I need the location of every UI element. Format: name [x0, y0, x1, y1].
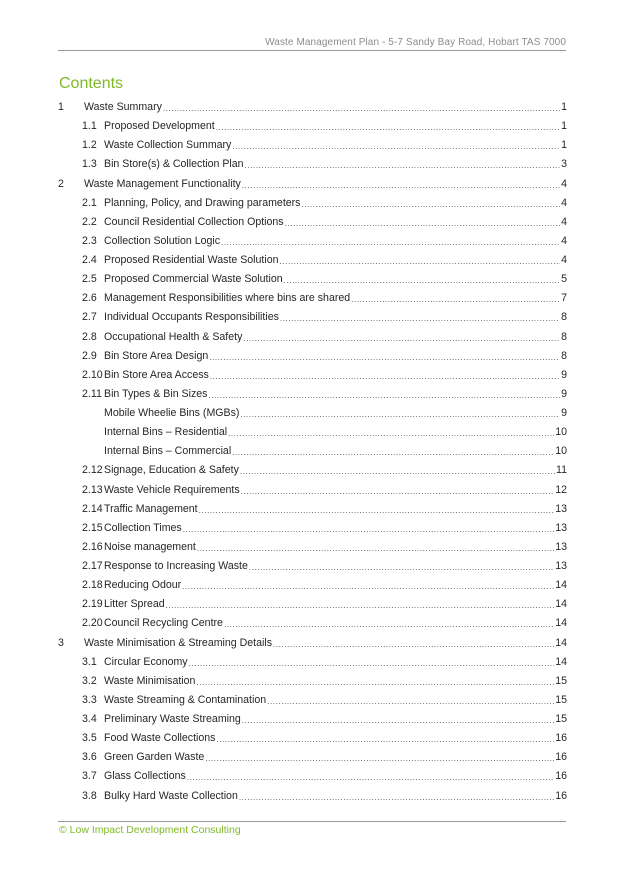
toc-entry-page: 7	[561, 292, 567, 305]
toc-entry[interactable]	[58, 404, 567, 423]
toc-entry-number: 1.3	[82, 158, 97, 171]
toc-entry-number: 2.16	[82, 540, 103, 553]
toc-entry-number: 2.15	[82, 521, 103, 534]
toc-entry-page: 1	[561, 139, 567, 152]
toc-dot-leader	[273, 634, 554, 653]
toc-entry-page: 10	[555, 445, 567, 458]
toc-entry[interactable]	[58, 213, 567, 232]
toc-dot-leader	[209, 347, 560, 366]
toc-entry-page: 4	[561, 234, 567, 247]
toc-entry[interactable]	[58, 442, 567, 461]
toc-entry[interactable]	[58, 500, 567, 519]
toc-entry-page: 16	[555, 789, 567, 802]
toc-entry-label: Waste Streaming & Contamination	[104, 693, 267, 706]
toc-entry-page: 8	[561, 349, 567, 362]
toc-entry-page: 4	[561, 215, 567, 228]
toc-entry-label: Preliminary Waste Streaming	[104, 713, 241, 726]
toc-dot-leader	[166, 595, 555, 614]
footer-divider	[58, 821, 566, 822]
toc-entry-number: 2.1	[82, 196, 97, 209]
toc-entry-label: Collection Solution Logic	[104, 234, 221, 247]
toc-dot-leader	[239, 787, 554, 806]
toc-entry-number: 3.8	[82, 789, 97, 802]
toc-dot-leader	[280, 251, 561, 270]
toc-entry-number: 2.8	[82, 330, 97, 343]
toc-entry-label: Waste Collection Summary	[104, 139, 232, 152]
toc-entry-page: 3	[561, 158, 567, 171]
toc-dot-leader	[242, 175, 560, 194]
toc-dot-leader	[351, 289, 560, 308]
toc-entry-label: Bin Store(s) & Collection Plan	[104, 158, 244, 171]
toc-entry[interactable]	[58, 729, 567, 748]
toc-entry-page: 11	[556, 464, 567, 477]
footer-copyright: © Low Impact Development Consulting	[59, 824, 241, 836]
toc-entry-label: Collection Times	[104, 521, 182, 534]
toc-entry-number: 3.2	[82, 674, 97, 687]
toc-dot-leader	[284, 270, 560, 289]
toc-entry-number: 2.13	[82, 483, 103, 496]
toc-entry-page: 15	[555, 713, 567, 726]
toc-entry[interactable]	[58, 366, 567, 385]
toc-entry-number: 3.4	[82, 713, 97, 726]
toc-entry-label: Bin Store Area Design	[104, 349, 209, 362]
toc-entry-page: 4	[561, 254, 567, 267]
contents-title: Contents	[59, 75, 124, 92]
toc-entry[interactable]	[58, 614, 567, 633]
toc-entry-page: 13	[555, 521, 567, 534]
toc-entry[interactable]	[58, 423, 567, 442]
toc-dot-leader	[182, 576, 554, 595]
toc-dot-leader	[187, 767, 554, 786]
toc-entry[interactable]	[58, 347, 567, 366]
toc-entry-page: 16	[555, 770, 567, 783]
toc-entry[interactable]	[58, 634, 567, 653]
toc-entry-page: 9	[561, 387, 567, 400]
toc-entry[interactable]	[58, 691, 567, 710]
toc-entry-label: Individual Occupants Responsibilities	[104, 311, 279, 324]
toc-entry-label: Bulky Hard Waste Collection	[104, 789, 238, 802]
toc-entry-page: 10	[555, 426, 567, 439]
toc-entry[interactable]	[58, 538, 567, 557]
toc-dot-leader	[285, 213, 560, 232]
toc-entry-page: 14	[555, 655, 567, 668]
toc-entry-label: Council Residential Collection Options	[104, 215, 284, 228]
toc-entry-number: 2.7	[82, 311, 97, 324]
toc-dot-leader	[232, 442, 554, 461]
toc-entry-number: 2.11	[82, 387, 102, 400]
toc-entry[interactable]	[58, 385, 567, 404]
toc-entry-page: 9	[561, 407, 567, 420]
toc-dot-leader	[205, 748, 554, 767]
toc-entry-label: Circular Economy	[104, 655, 188, 668]
toc-dot-leader	[240, 461, 555, 480]
toc-entry-page: 15	[555, 674, 567, 687]
toc-entry-page: 4	[561, 177, 567, 190]
toc-dot-leader	[245, 155, 561, 174]
toc-entry-label: Management Responsibilities where bins are shared	[104, 292, 351, 305]
toc-entry-label: Proposed Development	[104, 120, 215, 133]
toc-dot-leader	[232, 136, 560, 155]
toc-entry-label: Reducing Odour	[104, 579, 182, 592]
toc-entry-label: Planning, Policy, and Drawing parameters	[104, 196, 301, 209]
toc-entry-label: Food Waste Collections	[104, 732, 216, 745]
toc-entry-number: 3.5	[82, 732, 97, 745]
toc-entry[interactable]	[58, 595, 567, 614]
toc-entry-page: 8	[561, 311, 567, 324]
toc-entry-label: Proposed Commercial Waste Solution	[104, 273, 283, 286]
toc-entry-label: Bin Types & Bin Sizes	[104, 387, 208, 400]
toc-entry[interactable]	[58, 557, 567, 576]
toc-dot-leader	[189, 653, 555, 672]
toc-entry-number: 2.3	[82, 234, 97, 247]
toc-entry-number: 2.20	[82, 617, 103, 630]
toc-entry[interactable]	[58, 672, 567, 691]
toc-entry-page: 13	[555, 560, 567, 573]
toc-entry[interactable]	[58, 748, 567, 767]
toc-dot-leader	[197, 538, 554, 557]
toc-entry-label: Council Recycling Centre	[104, 617, 223, 630]
toc-entry-number: 2.6	[82, 292, 97, 305]
toc-entry-page: 9	[561, 368, 567, 381]
toc-entry[interactable]	[58, 767, 567, 786]
toc-entry-page: 14	[555, 617, 567, 630]
toc-entry[interactable]	[58, 289, 567, 308]
toc-dot-leader	[208, 385, 560, 404]
toc-entry-page: 5	[561, 273, 567, 286]
toc-entry-label: Mobile Wheelie Bins (MGBs)	[104, 407, 240, 420]
toc-entry-page: 1	[561, 101, 567, 114]
toc-entry-page: 14	[555, 579, 567, 592]
toc-dot-leader	[210, 366, 560, 385]
toc-dot-leader	[267, 691, 554, 710]
toc-entry-page: 15	[555, 693, 567, 706]
toc-entry-number: 2.10	[82, 368, 103, 381]
toc-entry[interactable]	[58, 136, 567, 155]
toc-entry[interactable]	[58, 481, 567, 500]
toc-entry-label: Glass Collections	[104, 770, 186, 783]
toc-entry-label: Internal Bins – Commercial	[104, 445, 232, 458]
toc-entry[interactable]	[58, 710, 567, 729]
toc-entry-number: 3.6	[82, 751, 97, 764]
toc-entry-label: Green Garden Waste	[104, 751, 205, 764]
table-of-contents	[58, 98, 567, 806]
toc-entry-number: 2.18	[82, 579, 103, 592]
toc-dot-leader	[221, 232, 560, 251]
toc-dot-leader	[249, 557, 554, 576]
toc-dot-leader	[216, 729, 554, 748]
toc-entry-number: 3.7	[82, 770, 97, 783]
toc-entry[interactable]	[58, 328, 567, 347]
toc-entry-number: 2.9	[82, 349, 97, 362]
toc-entry-label: Internal Bins – Residential	[104, 426, 228, 439]
toc-entry-label: Waste Minimisation	[104, 674, 196, 687]
toc-dot-leader	[196, 672, 554, 691]
toc-entry-page: 14	[555, 636, 567, 649]
toc-entry[interactable]	[58, 175, 567, 194]
toc-entry-number: 2.4	[82, 254, 97, 267]
toc-entry[interactable]	[58, 232, 567, 251]
toc-dot-leader	[224, 614, 554, 633]
toc-entry[interactable]	[58, 519, 567, 538]
toc-entry-number: 2.12	[82, 464, 103, 477]
toc-entry-page: 1	[561, 120, 567, 133]
toc-dot-leader	[216, 117, 560, 136]
toc-dot-leader	[163, 98, 560, 117]
toc-dot-leader	[280, 308, 560, 327]
toc-entry-number: 2.17	[82, 560, 103, 573]
toc-entry-number: 2	[58, 177, 64, 190]
toc-entry-number: 3	[58, 636, 64, 649]
toc-entry-label: Occupational Health & Safety	[104, 330, 243, 343]
toc-entry-number: 1.2	[82, 139, 97, 152]
toc-dot-leader	[301, 194, 560, 213]
toc-entry[interactable]	[58, 461, 567, 480]
toc-entry-label: Traffic Management	[104, 502, 198, 515]
toc-entry-page: 13	[555, 540, 567, 553]
toc-entry-label: Waste Summary	[84, 101, 162, 114]
toc-entry[interactable]	[58, 576, 567, 595]
toc-entry-label: Litter Spread	[104, 598, 165, 611]
toc-entry-label: Waste Vehicle Requirements	[104, 483, 240, 496]
toc-entry[interactable]	[58, 194, 567, 213]
toc-entry-page: 8	[561, 330, 567, 343]
toc-entry[interactable]	[58, 270, 567, 289]
toc-entry-number: 2.5	[82, 273, 97, 286]
toc-dot-leader	[242, 710, 554, 729]
toc-entry[interactable]	[58, 653, 567, 672]
toc-dot-leader	[241, 481, 555, 500]
toc-dot-leader	[228, 423, 554, 442]
toc-entry-number: 3.1	[82, 655, 97, 668]
toc-entry-number: 3.3	[82, 693, 97, 706]
toc-entry-page: 16	[555, 732, 567, 745]
toc-entry-label: Bin Store Area Access	[104, 368, 209, 381]
toc-entry-label: Proposed Residential Waste Solution	[104, 254, 279, 267]
toc-entry-label: Noise management	[104, 540, 196, 553]
toc-entry-page: 12	[555, 483, 567, 496]
toc-dot-leader	[240, 404, 560, 423]
toc-dot-leader	[199, 500, 555, 519]
toc-entry-number: 2.2	[82, 215, 97, 228]
toc-entry[interactable]	[58, 787, 567, 806]
toc-entry-number: 2.19	[82, 598, 103, 611]
toc-entry[interactable]	[58, 98, 567, 117]
running-header: Waste Management Plan - 5-7 Sandy Bay Road, Hobart TAS 7000	[265, 37, 566, 48]
toc-entry[interactable]	[58, 308, 567, 327]
toc-entry-number: 2.14	[82, 502, 103, 515]
toc-entry[interactable]	[58, 155, 567, 174]
toc-entry-page: 13	[555, 502, 567, 515]
toc-entry-page: 14	[555, 598, 567, 611]
toc-entry-number: 1.1	[82, 120, 97, 133]
toc-entry-label: Response to Increasing Waste	[104, 560, 248, 573]
toc-dot-leader	[183, 519, 554, 538]
toc-entry-page: 16	[555, 751, 567, 764]
toc-entry-label: Waste Management Functionality	[84, 177, 241, 190]
toc-entry[interactable]	[58, 251, 567, 270]
toc-entry[interactable]	[58, 117, 567, 136]
toc-dot-leader	[243, 328, 560, 347]
header-divider	[58, 50, 566, 51]
toc-entry-label: Signage, Education & Safety	[104, 464, 239, 477]
toc-entry-label: Waste Minimisation & Streaming Details	[84, 636, 273, 649]
toc-entry-page: 4	[561, 196, 567, 209]
toc-entry-number: 1	[58, 101, 64, 114]
